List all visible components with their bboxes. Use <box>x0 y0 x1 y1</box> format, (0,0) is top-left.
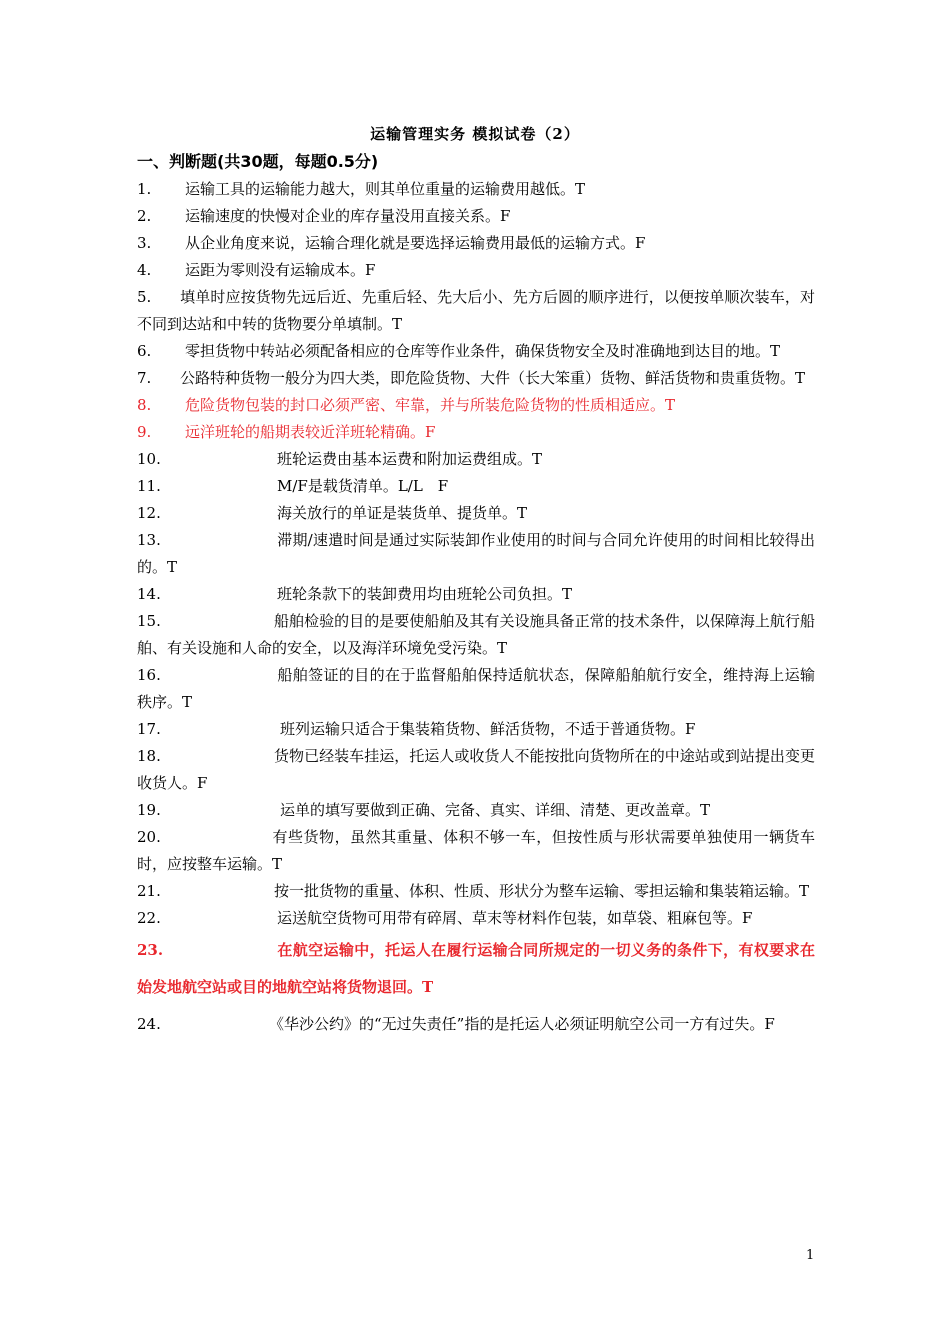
question-item <box>137 392 815 419</box>
question-number: 2. <box>137 207 152 225</box>
question-number: 14. <box>137 585 161 603</box>
question-number: 7. <box>137 369 152 387</box>
question-item <box>137 365 815 392</box>
question-text: 运单的填写要做到正确、完备、真实、详细、清楚、更改盖章。T <box>280 801 711 819</box>
question-text: 从企业角度来说，运输合理化就是要选择运输费用最低的运输方式。F <box>185 234 646 252</box>
question-number: 1. <box>137 180 152 198</box>
question-number: 10. <box>137 450 161 468</box>
question-item <box>137 743 815 797</box>
question-item <box>137 527 815 581</box>
question-text: 按一批货物的重量、体积、性质、形状分为整车运输、零担运输和集装箱运输。T <box>274 882 810 900</box>
question-number: 16. <box>137 666 161 684</box>
question-item <box>137 338 815 365</box>
question-number: 9. <box>137 423 152 441</box>
question-text: 滞期/速遣时间是通过实际装卸作业使用的时间与合同允许使用的时间相比较得出的。T <box>137 531 815 576</box>
question-item <box>137 581 815 608</box>
question-text: 在航空运输中，托运人在履行运输合同所规定的一切义务的条件下，有权要求在始发地航空站或目的地航空站将货物退回。T <box>137 941 815 996</box>
question-number: 8. <box>137 396 152 414</box>
question-item <box>137 257 815 284</box>
question-item <box>137 203 815 230</box>
question-number: 18. <box>137 747 161 765</box>
question-item <box>137 1006 815 1043</box>
question-item <box>137 824 815 878</box>
question-number: 19. <box>137 801 161 819</box>
question-number: 5. <box>137 288 152 306</box>
question-item <box>137 446 815 473</box>
question-item <box>137 230 815 257</box>
question-number: 3. <box>137 234 152 252</box>
question-number: 22. <box>137 909 161 927</box>
question-item <box>137 797 815 824</box>
question-text: 危险货物包装的封口必须严密、牢靠，并与所装危险货物的性质相适应。T <box>185 396 676 414</box>
question-item <box>137 500 815 527</box>
question-number: 13. <box>137 531 161 549</box>
question-text: 运输速度的快慢对企业的库存量没用直接关系。F <box>185 207 511 225</box>
question-list <box>137 176 815 1043</box>
question-item <box>137 662 815 716</box>
question-number: 15. <box>137 612 161 630</box>
question-item <box>137 608 815 662</box>
question-item <box>137 419 815 446</box>
question-text: 填单时应按货物先远后近、先重后轻、先大后小、先方后圆的顺序进行，以便按单顺次装车，对不同到达站和中转的货物要分单填制。T <box>137 288 815 333</box>
question-number: 11. <box>137 477 161 495</box>
question-text: 运输工具的运输能力越大，则其单位重量的运输费用越低。T <box>185 180 586 198</box>
question-item <box>137 473 815 500</box>
question-text: 运距为零则没有运输成本。F <box>185 261 376 279</box>
question-text: 有些货物，虽然其重量、体积不够一车，但按性质与形状需要单独使用一辆货车时，应按整车运输。T <box>137 828 815 873</box>
document-title: 运输管理实务 模拟试卷（2） <box>370 125 580 143</box>
question-text: 远洋班轮的船期表较近洋班轮精确。F <box>185 423 436 441</box>
question-text: 班轮运费由基本运费和附加运费组成。T <box>277 450 543 468</box>
question-text: M/F是载货清单。L/L F <box>277 477 449 495</box>
question-text: 公路特种货物一般分为四大类，即危险货物、大件（长大笨重）货物、鲜活货物和贵重货物。T <box>180 369 806 387</box>
question-number: 23. <box>137 941 164 959</box>
question-number: 6. <box>137 342 152 360</box>
question-number: 12. <box>137 504 161 522</box>
question-text: 船舶签证的目的在于监督船舶保持适航状态，保障船舶航行安全，维持海上运输秩序。T <box>137 666 815 711</box>
question-text: 运送航空货物可用带有碎屑、草末等材料作包装，如草袋、粗麻包等。F <box>277 909 753 927</box>
question-text: 班轮条款下的装卸费用均由班轮公司负担。T <box>277 585 573 603</box>
question-text: 《华沙公约》的“无过失责任”指的是托运人必须证明航空公司一方有过失。F <box>269 1015 775 1033</box>
question-text: 班列运输只适合于集装箱货物、鲜活货物，不适于普通货物。F <box>280 720 696 738</box>
question-item <box>137 284 815 338</box>
question-text: 海关放行的单证是装货单、提货单。T <box>277 504 528 522</box>
question-number: 4. <box>137 261 152 279</box>
question-item <box>137 878 815 905</box>
page-number: 1 <box>806 1248 815 1263</box>
question-item <box>137 176 815 203</box>
section-heading: 一、判断题(共30题，每题0.5分) <box>137 152 379 171</box>
question-number: 20. <box>137 828 161 846</box>
question-item <box>137 932 815 1006</box>
question-number: 21. <box>137 882 161 900</box>
question-number: 24. <box>137 1015 161 1033</box>
question-item <box>137 716 815 743</box>
question-text: 货物已经装车挂运，托运人或收货人不能按批向货物所在的中途站或到站提出变更收货人。F <box>137 747 815 792</box>
question-item <box>137 905 815 932</box>
question-text: 零担货物中转站必须配备相应的仓库等作业条件，确保货物安全及时准确地到达目的地。T <box>185 342 781 360</box>
question-text: 船舶检验的目的是要使船舶及其有关设施具备正常的技术条件，以保障海上航行船舶、有关设施和人命的安全，以及海洋环境免受污染。T <box>137 612 815 657</box>
question-number: 17. <box>137 720 161 738</box>
